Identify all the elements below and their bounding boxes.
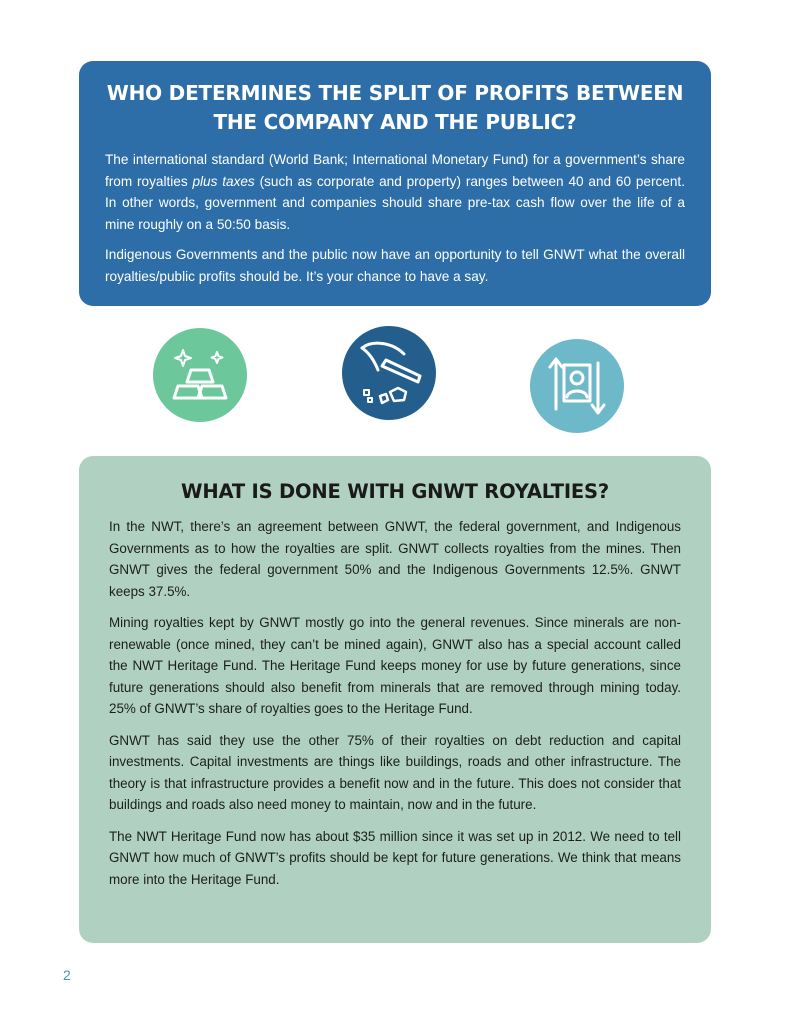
royalties-paragraph-3: GNWT has said they use the other 75% of their royalties on debt reduction and capital investments. Capital investments are things like buildings, roads and other infrastructure. The theory is that infrastructure provides a benefit now and in the future. This does not consider that buildings and roads also need money to maintain, now and in the future. [109, 732, 681, 812]
profit-split-paragraph-1: The international standard (World Bank; International Monetary Fund) for a government’s share from royalties plus taxes (such as corporate and property) ranges between 40 and 60 percent. In other words, government and companies should share pre-tax cash flow over the life of a mine roughly on a 50:50 basis. [105, 152, 685, 232]
page-number: 2 [63, 967, 71, 983]
royalties-use-title: WHAT IS DONE WITH GNWT ROYALTIES? [181, 480, 609, 503]
profit-split-box [79, 61, 711, 306]
gold-bars-icon [153, 328, 247, 422]
profit-split-paragraph-2: Indigenous Governments and the public now have an opportunity to tell GNWT what the overall royalties/public profits should be. It’s your chance to have a say. [105, 247, 685, 284]
royalties-paragraph-2: Mining royalties kept by GNWT mostly go into the general revenues. Since minerals are non-renewable (once mined, they can’t be mined again), GNWT also has a special account called the NWT Heritage Fund. The Heritage Fund keeps money for use by future generations, since future generations should also benefit from minerals that are removed through mining today. 25% of GNWT’s share of royalties goes to the Heritage Fund. [109, 615, 681, 716]
profit-split-title: WHO DETERMINES THE SPLIT OF PROFITS BETWEEN THE COMPANY AND THE PUBLIC? [106, 81, 684, 134]
pickaxe-icon [342, 326, 436, 420]
cycle-person-icon [530, 339, 624, 433]
royalties-paragraph-4: The NWT Heritage Fund now has about $35 million since it was set up in 2012. We need to tell GNWT how much of GNWT’s profits should be kept for future generations. We think that means more into the Heritage Fund. [109, 828, 681, 887]
royalties-use-box [79, 456, 711, 943]
royalties-paragraph-1: In the NWT, there’s an agreement between GNWT, the federal government, and Indigenous Governments as to how the royalties are split. GNWT collects royalties from the mines. Then GNWT gives the federal government 50% and the Indigenous Governments 12.5%. GNWT keeps 37.5%. [109, 519, 681, 599]
